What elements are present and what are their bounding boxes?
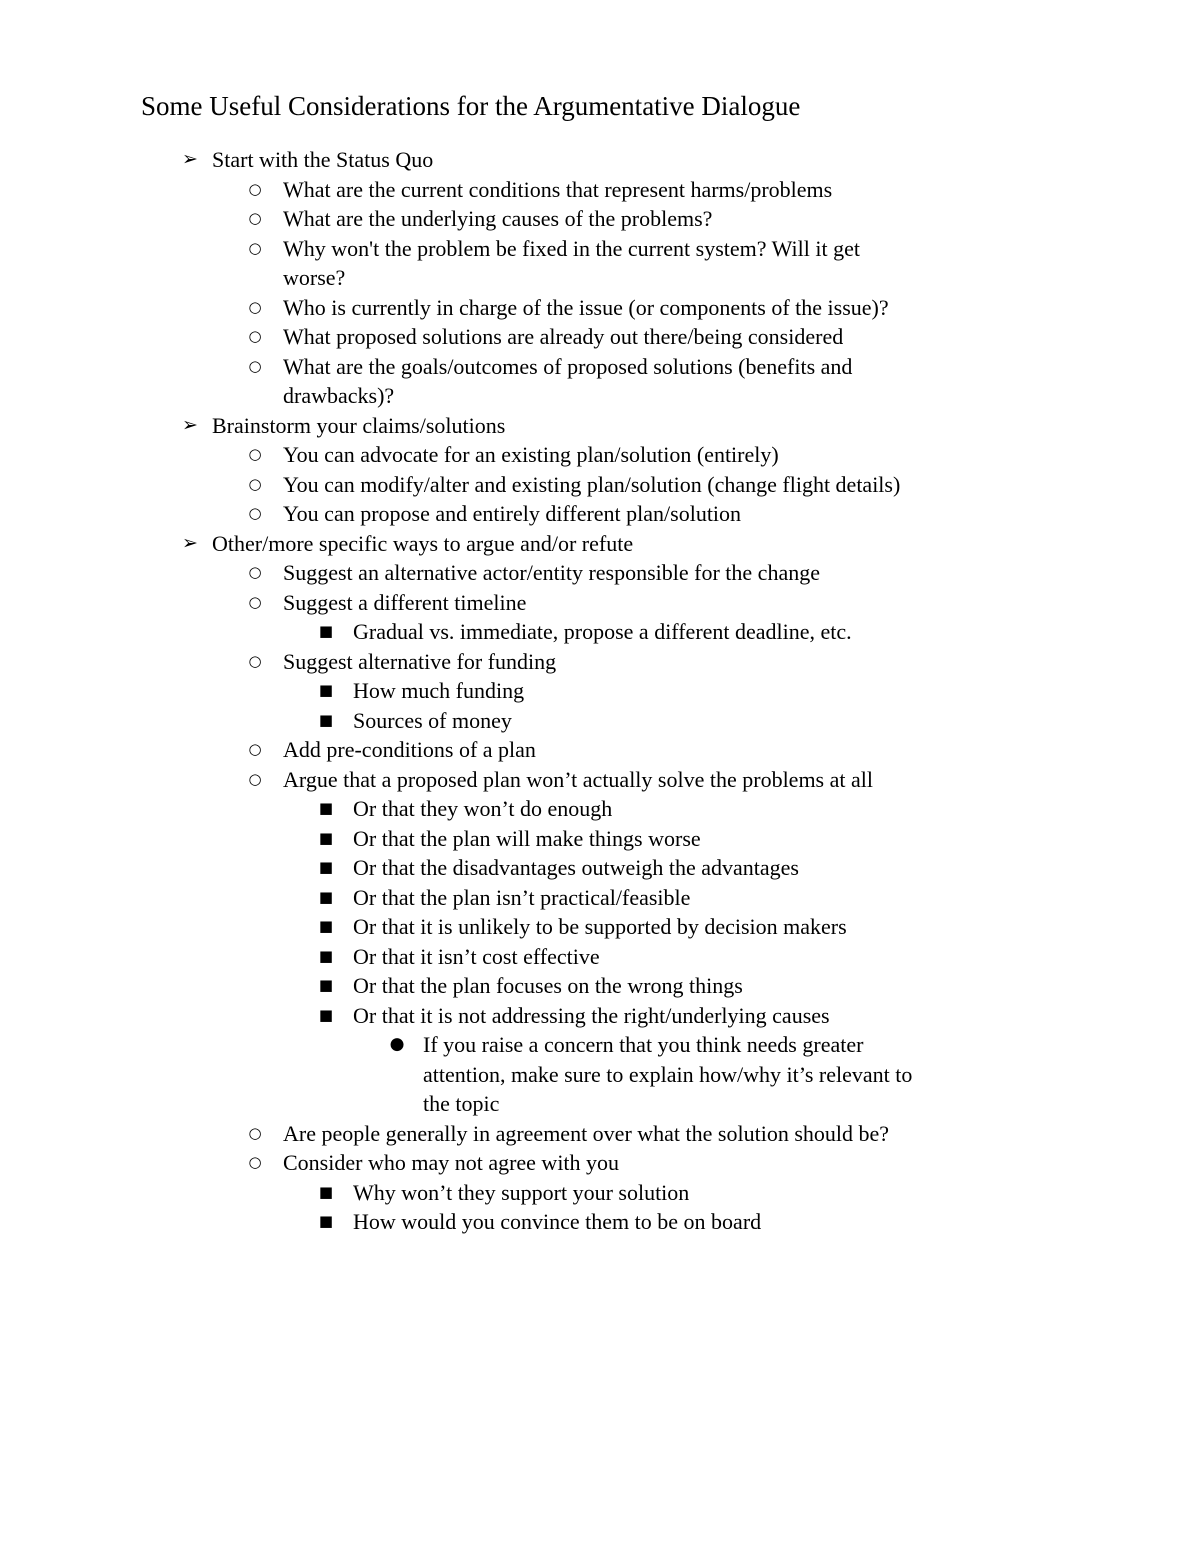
outline-line-level-2 (0, 558, 1200, 588)
outline-line-level-3 (0, 1178, 1200, 1208)
outline-item-text: Are people generally in agreement over what the solution should be? (283, 1120, 890, 1146)
outline-item-text: What are the goals/outcomes of proposed solutions (benefits and (283, 353, 853, 379)
arrow-bullet-icon: ➢ (182, 148, 198, 170)
hollow-circle-bullet-icon: ○ (248, 209, 262, 227)
outline-line-level-3 (0, 617, 1200, 647)
hollow-circle-bullet-icon: ○ (248, 327, 262, 345)
outline-list (0, 145, 1200, 1237)
outline-line-level-3 (0, 676, 1200, 706)
outline-item-text: worse? (283, 265, 346, 290)
hollow-circle-bullet-icon: ○ (248, 474, 262, 493)
square-bullet-icon: ■ (318, 710, 334, 729)
outline-item-text: Who is currently in charge of the issue (or components of the issue)? (283, 294, 889, 320)
filled-circle-bullet-icon: ● (389, 1034, 405, 1054)
outline-item-text: Or that it is unlikely to be supported by decision makers (353, 914, 847, 939)
outline-line-level-3 (0, 971, 1200, 1001)
outline-line-level-2 (0, 204, 1200, 234)
outline-line-level-4 (0, 1030, 1200, 1060)
arrow-bullet-icon: ➢ (182, 413, 198, 436)
square-bullet-icon: ■ (318, 917, 334, 935)
outline-item-text: Add pre-conditions of a plan (283, 737, 536, 762)
square-bullet-icon: ■ (318, 1212, 334, 1230)
outline-item-text: Gradual vs. immediate, propose a different deadline, etc. (353, 619, 852, 644)
outline-line-level-2 (0, 234, 1200, 264)
square-bullet-icon: ■ (318, 622, 334, 640)
square-bullet-icon: ■ (318, 946, 334, 965)
outline-item-text: Or that the plan will make things worse (353, 825, 701, 851)
outline-line-level-2 (0, 735, 1200, 765)
outline-line-level-3 (0, 706, 1200, 736)
document-title: Some Useful Considerations for the Argumentative Dialogue (141, 91, 801, 121)
outline-item-text: the topic (423, 1091, 500, 1116)
outline-line-level-3 (0, 1207, 1200, 1237)
outline-line-level-3 (0, 912, 1200, 942)
square-bullet-icon: ■ (318, 887, 334, 906)
square-bullet-icon: ■ (318, 799, 334, 817)
outline-line-level-2 (0, 765, 1200, 795)
hollow-circle-bullet-icon: ○ (248, 179, 262, 198)
outline-line-level-2 (0, 470, 1200, 500)
hollow-circle-bullet-icon: ○ (248, 563, 262, 581)
square-bullet-icon: ■ (318, 858, 334, 876)
hollow-circle-bullet-icon: ○ (248, 1153, 262, 1171)
square-bullet-icon: ■ (318, 681, 334, 699)
outline-item-text: Why won’t they support your solution (353, 1179, 690, 1205)
outline-line-level-1 (0, 411, 1200, 441)
outline-item-text: How much funding (353, 678, 525, 703)
outline-line-level-2 (0, 1119, 1200, 1149)
outline-item-text: attention, make sure to explain how/why it’s relevant to (423, 1061, 913, 1087)
outline-line-level-3 (0, 942, 1200, 972)
outline-item-text: Or that it is not addressing the right/underlying causes (353, 1002, 830, 1028)
outline-item-text: Why won't the problem be fixed in the current system? Will it get (283, 235, 860, 261)
hollow-circle-bullet-icon: ○ (248, 740, 262, 758)
outline-line-level-3 (0, 883, 1200, 913)
outline-item-text: drawbacks)? (283, 383, 395, 408)
outline-item-text: What are the underlying causes of the problems? (283, 206, 713, 231)
outline-line-level-2 (0, 499, 1200, 529)
outline-item-text: Or that it isn’t cost effective (353, 943, 600, 969)
hollow-circle-bullet-icon: ○ (248, 356, 262, 375)
outline-item-text: Brainstorm your claims/solutions (212, 412, 506, 438)
outline-line-level-2 (0, 440, 1200, 470)
outline-line-level-2 (0, 263, 1200, 293)
hollow-circle-bullet-icon: ○ (248, 504, 262, 522)
outline-line-level-4 (0, 1060, 1200, 1090)
square-bullet-icon: ■ (318, 828, 334, 847)
outline-line-level-2 (0, 175, 1200, 205)
outline-line-level-2 (0, 352, 1200, 382)
outline-item-text: Suggest alternative for funding (283, 648, 557, 674)
outline-item-text: If you raise a concern that you think needs greater (423, 1032, 864, 1057)
outline-item-text: Suggest a different timeline (283, 589, 527, 615)
hollow-circle-bullet-icon: ○ (248, 651, 262, 670)
outline-item-text: What proposed solutions are already out there/being considered (283, 324, 844, 349)
square-bullet-icon: ■ (318, 1182, 334, 1201)
outline-line-level-3 (0, 853, 1200, 883)
outline-line-level-3 (0, 824, 1200, 854)
outline-item-text: You can propose and entirely different plan/solution (283, 501, 742, 526)
outline-item-text: Or that the plan focuses on the wrong things (353, 973, 743, 998)
arrow-bullet-icon: ➢ (182, 531, 198, 554)
outline-item-text: Start with the Status Quo (212, 147, 434, 172)
outline-line-level-3 (0, 1001, 1200, 1031)
square-bullet-icon: ■ (318, 1005, 334, 1024)
hollow-circle-bullet-icon: ○ (248, 1123, 262, 1142)
outline-line-level-2 (0, 588, 1200, 618)
hollow-circle-bullet-icon: ○ (248, 238, 262, 257)
outline-line-level-1 (0, 529, 1200, 559)
hollow-circle-bullet-icon: ○ (248, 297, 262, 316)
outline-line-level-4 (0, 1089, 1200, 1119)
hollow-circle-bullet-icon: ○ (248, 592, 262, 611)
outline-line-level-1 (0, 145, 1200, 175)
outline-line-level-2 (0, 647, 1200, 677)
hollow-circle-bullet-icon: ○ (248, 769, 262, 788)
outline-item-text: You can advocate for an existing plan/solution (entirely) (283, 442, 779, 467)
outline-line-level-2 (0, 381, 1200, 411)
outline-item-text: Consider who may not agree with you (283, 1150, 620, 1175)
outline-line-level-2 (0, 322, 1200, 352)
outline-item-text: How would you convince them to be on board (353, 1209, 762, 1234)
hollow-circle-bullet-icon: ○ (248, 445, 262, 463)
outline-item-text: Or that the disadvantages outweigh the advantages (353, 855, 799, 880)
outline-item-text: Or that they won’t do enough (353, 796, 613, 821)
outline-item-text: Argue that a proposed plan won’t actually solve the problems at all (283, 766, 873, 792)
outline-item-text: Other/more specific ways to argue and/or refute (212, 530, 634, 556)
outline-item-text: What are the current conditions that represent harms/problems (283, 176, 833, 202)
outline-line-level-2 (0, 1148, 1200, 1178)
outline-line-level-3 (0, 794, 1200, 824)
outline-item-text: Or that the plan isn’t practical/feasible (353, 884, 691, 910)
outline-item-text: You can modify/alter and existing plan/solution (change flight details) (283, 471, 901, 497)
outline-item-text: Sources of money (353, 707, 512, 733)
outline-item-text: Suggest an alternative actor/entity responsible for the change (283, 560, 820, 585)
square-bullet-icon: ■ (318, 976, 334, 994)
outline-line-level-2 (0, 293, 1200, 323)
